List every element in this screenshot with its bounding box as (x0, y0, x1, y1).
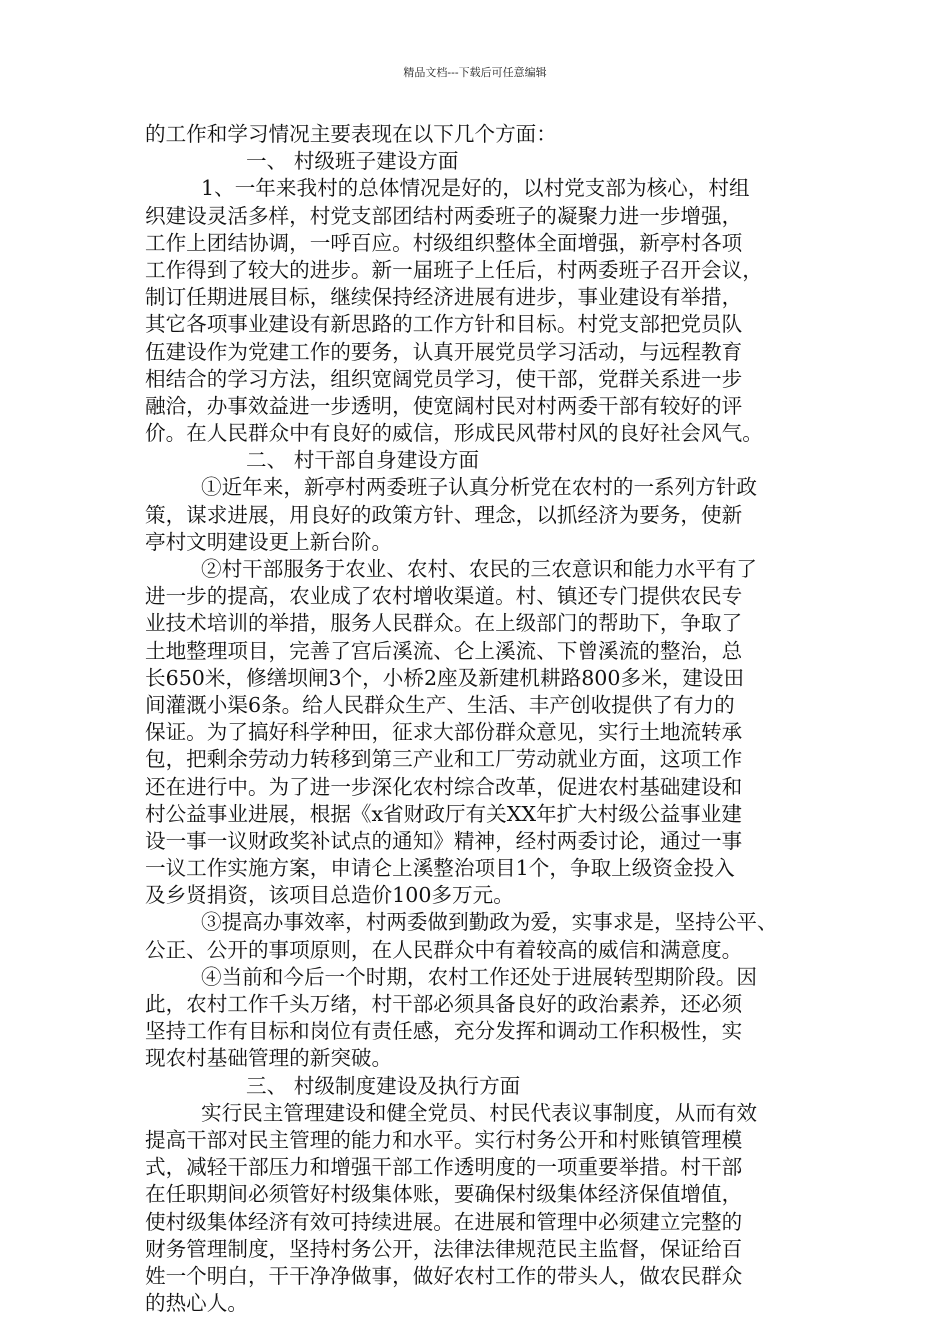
text-line: ②村干部服务于农业、农村、农民的三农意识和能力水平有了 (201, 557, 758, 581)
text-line: 1、一年来我村的总体情况是好的，以村党支部为核心，村组 (201, 176, 750, 201)
text-line: 还在进行中。为了进一步深化农村综合改革，促进农村基础建设和 (145, 774, 743, 799)
text-line: 村公益事业进展，根据《x省财政厅有关XX年扩大村级公益事业建 (145, 801, 742, 826)
text-line: 包，把剩余劳动力转移到第三产业和工厂劳动就业方面，这项工作 (145, 747, 743, 772)
text-line: 其它各项事业建设有新思路的工作方针和目标。村党支部把党员队 (145, 312, 743, 337)
text-line: 织建设灵活多样，村党支部团结村两委班子的凝聚力进一步增强， (145, 203, 743, 228)
text-line: 间灌溉小渠6条。给人民群众生产、生活、丰产创收提供了有力的 (145, 692, 735, 717)
text-line: 在任职期间必须管好村级集体账，要确保村级集体经济保值增值， (145, 1182, 743, 1207)
text-line: 亭村文明建设更上新台阶。 (145, 529, 393, 554)
text-line: 价。在人民群众中有良好的威信，形成民风带村风的良好社会风气。 (145, 421, 763, 446)
section-heading: 一、 村级班子建设方面 (246, 149, 459, 174)
text-line: 实行民主管理建设和健全党员、村民代表议事制度，从而有效 (201, 1100, 758, 1125)
text-line: 策，谋求进展，用良好的政策方针、理念，以抓经济为要务，使新 (145, 502, 743, 527)
text-line: 制订任期进展目标，继续保持经济进展有进步，事业建设有举措， (145, 285, 743, 310)
text-line: 进一步的提高，农业成了农村增收渠道。村、镇还专门提供农民专 (145, 584, 743, 609)
text-line: 提高干部对民主管理的能力和水平。实行村务公开和村账镇管理模 (145, 1127, 743, 1152)
text-line: 坚持工作有目标和岗位有责任感，充分发挥和调动工作积极性，实 (145, 1019, 743, 1044)
text-line: 现农村基础管理的新突破。 (145, 1046, 393, 1071)
text-line: 伍建设作为党建工作的要务，认真开展党员学习活动，与远程教育 (145, 339, 743, 364)
text-line: 业技术培训的举措，服务人民群众。在上级部门的帮助下，争取了 (145, 611, 743, 636)
text-line: ④当前和今后一个时期，农村工作还处于进展转型期阶段。因 (201, 964, 758, 989)
text-line: 设一事一议财政奖补试点的通知》精神，经村两委讨论，通过一事 (145, 828, 743, 853)
text-line: 保证。为了搞好科学种田，征求大部份群众意见，实行土地流转承 (145, 720, 743, 745)
text-line: 公正、公开的事项原则，在人民群众中有着较高的威信和满意度。 (145, 937, 743, 962)
document-body (145, 121, 821, 1317)
text-line: 一议工作实施方案，申请仑上溪整治项目1个，争取上级资金投入 (145, 856, 735, 881)
text-line: 工作上团结协调，一呼百应。村级组织整体全面增强，新亭村各项 (145, 230, 743, 255)
text-line: 的热心人。 (145, 1291, 248, 1316)
text-line: 使村级集体经济有效可持续进展。在进展和管理中必须建立完整的 (145, 1209, 743, 1234)
text-line: 长650米，修缮坝闸3个，小桥2座及新建机耕路800多米，建设田 (145, 665, 745, 690)
page-header: 精品文档---下载后可任意编辑 (403, 66, 547, 79)
text-line: 的工作和学习情况主要表现在以下几个方面： (145, 122, 557, 146)
text-line: 财务管理制度，坚持村务公开，法律法律规范民主监督，保证给百 (145, 1236, 743, 1261)
text-line: 姓一个明白，干干净净做事，做好农村工作的带头人，做农民群众 (145, 1263, 743, 1288)
text-line: 此，农村工作千头万绪，村干部必须具备良好的政治素养，还必须 (145, 992, 743, 1016)
section-heading: 三、 村级制度建设及执行方面 (246, 1073, 521, 1098)
text-line: 及乡贤捐资，该项目总造价100多万元。 (145, 883, 514, 908)
text-line: 式，减轻干部压力和增强干部工作透明度的一项重要举措。村干部 (145, 1155, 743, 1180)
text-line: 融洽，办事效益进一步透明，使宽阔村民对村两委干部有较好的评 (145, 393, 743, 418)
text-line: 土地整理项目，完善了宫后溪流、仑上溪流、下曾溪流的整治，总 (145, 638, 743, 663)
text-line: ③提高办事效率，村两委做到勤政为爱，实事求是，坚持公平、 (201, 910, 778, 935)
section-heading: 二、 村干部自身建设方面 (246, 448, 480, 473)
text-line: 工作得到了较大的进步。新一届班子上任后，村两委班子召开会议， (145, 257, 763, 282)
text-line: 相结合的学习方法，组织宽阔党员学习，使干部，党群关系进一步 (145, 366, 743, 391)
text-line: ①近年来，新亭村两委班子认真分析党在农村的一系列方针政 (201, 475, 758, 500)
